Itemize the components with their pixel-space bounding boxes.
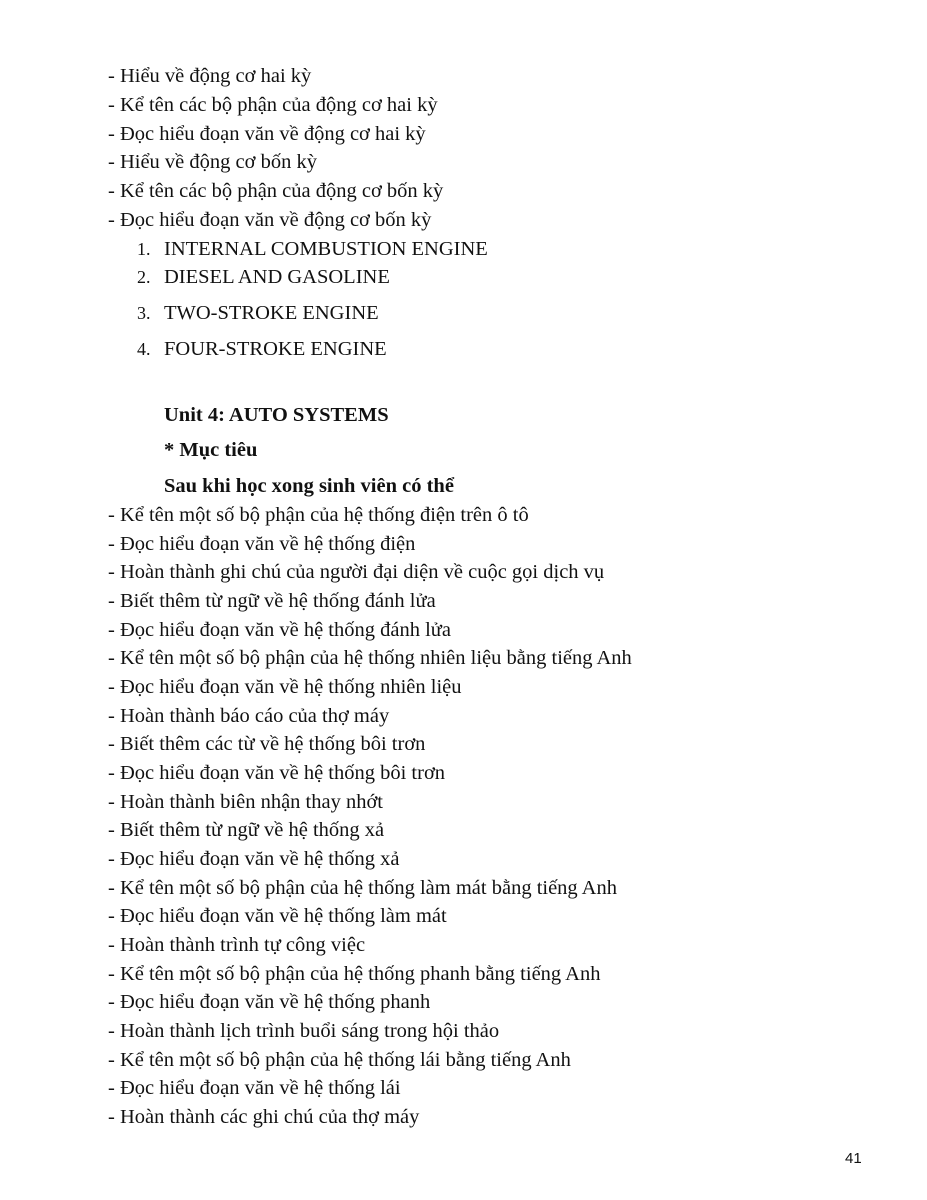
item-label: INTERNAL COMBUSTION ENGINE (164, 238, 488, 260)
objective-item: - Biết thêm từ ngữ về hệ thống xả (108, 819, 385, 841)
objective-item: - Hoàn thành trình tự công việc (108, 934, 366, 956)
item-number: 1. (137, 239, 151, 259)
objective-item: - Kể tên một số bộ phận của hệ thống làm mát bằng tiếng Anh (108, 877, 617, 899)
item-label: FOUR-STROKE ENGINE (164, 338, 387, 360)
objective-item: - Hoàn thành lịch trình buổi sáng trong hội thảo (108, 1020, 500, 1042)
intro-item: - Kể tên các bộ phận của động cơ hai kỳ (108, 94, 438, 116)
intro-item: - Đọc hiểu đoạn văn về động cơ bốn kỳ (108, 209, 432, 231)
numbered-item (137, 337, 387, 361)
objective-item: - Kể tên một số bộ phận của hệ thống phanh bằng tiếng Anh (108, 963, 601, 985)
objective-item: - Kể tên một số bộ phận của hệ thống nhiên liệu bằng tiếng Anh (108, 647, 632, 669)
objective-item: - Hoàn thành báo cáo của thợ máy (108, 705, 390, 727)
item-label: TWO-STROKE ENGINE (164, 302, 379, 324)
numbered-item (137, 265, 390, 289)
numbered-item (137, 237, 488, 261)
objective-item: - Đọc hiểu đoạn văn về hệ thống làm mát (108, 905, 447, 927)
objective-item: - Hoàn thành biên nhận thay nhớt (108, 791, 383, 813)
objective-item: - Kể tên một số bộ phận của hệ thống lái bằng tiếng Anh (108, 1049, 571, 1071)
objective-label: * Mục tiêu (164, 439, 258, 461)
objective-item: - Đọc hiểu đoạn văn về hệ thống xả (108, 848, 400, 870)
objective-item: - Đọc hiểu đoạn văn về hệ thống phanh (108, 991, 431, 1013)
objective-item: - Biết thêm các từ về hệ thống bôi trơn (108, 733, 426, 755)
objective-intro: Sau khi học xong sinh viên có thể (164, 475, 454, 497)
intro-item: - Hiểu về động cơ hai kỳ (108, 65, 312, 87)
item-number: 4. (137, 339, 151, 359)
objective-item: - Đọc hiểu đoạn văn về hệ thống nhiên liệu (108, 676, 462, 698)
objective-item: - Biết thêm từ ngữ về hệ thống đánh lửa (108, 590, 436, 612)
objective-item: - Đọc hiểu đoạn văn về hệ thống bôi trơn (108, 762, 446, 784)
page-number: 41 (845, 1150, 862, 1167)
objective-item: - Đọc hiểu đoạn văn về hệ thống lái (108, 1077, 401, 1099)
item-number: 3. (137, 303, 151, 323)
numbered-item (137, 301, 379, 325)
unit-title: Unit 4: AUTO SYSTEMS (164, 404, 389, 426)
objective-item: - Đọc hiểu đoạn văn về hệ thống điện (108, 533, 416, 555)
objective-item: - Hoàn thành ghi chú của người đại diện về cuộc gọi dịch vụ (108, 561, 605, 583)
item-number: 2. (137, 267, 151, 287)
intro-item: - Đọc hiểu đoạn văn về động cơ hai kỳ (108, 123, 426, 145)
item-label: DIESEL AND GASOLINE (164, 266, 390, 288)
objective-item: - Kể tên một số bộ phận của hệ thống điện trên ô tô (108, 504, 529, 526)
objective-item: - Đọc hiểu đoạn văn về hệ thống đánh lửa (108, 619, 451, 641)
intro-item: - Hiểu về động cơ bốn kỳ (108, 151, 317, 173)
objective-item: - Hoàn thành các ghi chú của thợ máy (108, 1106, 420, 1128)
intro-item: - Kể tên các bộ phận của động cơ bốn kỳ (108, 180, 444, 202)
